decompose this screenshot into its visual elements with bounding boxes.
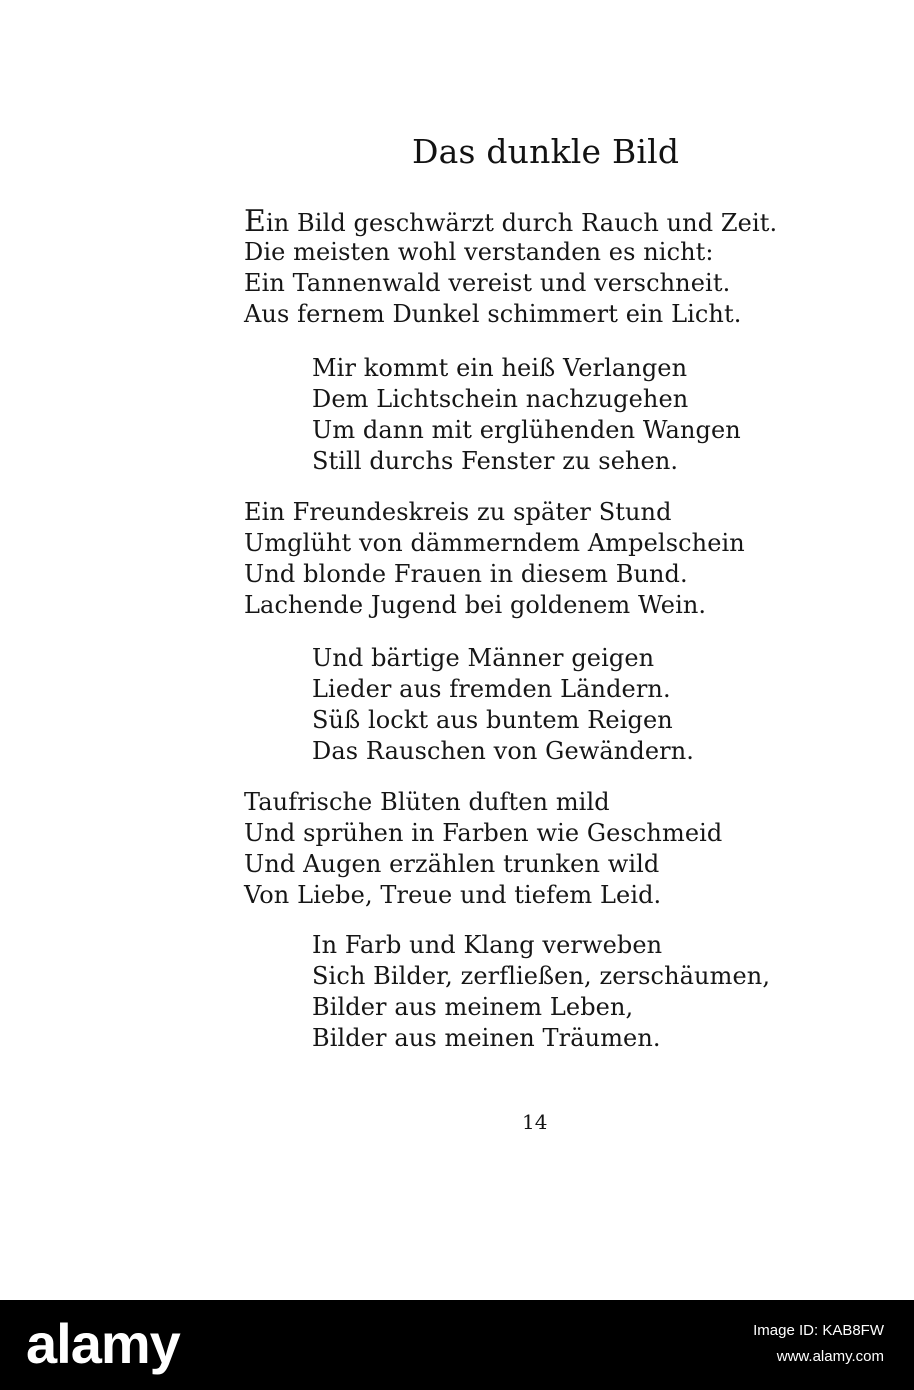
poem-title: Das dunkle Bild: [412, 132, 680, 171]
drop-cap: E: [244, 204, 266, 239]
poem-line: Bilder aus meinem Leben,: [312, 993, 634, 1021]
site-url: www.alamy.com: [776, 1348, 884, 1365]
poem-line: Lachende Jugend bei goldenem Wein.: [244, 591, 707, 619]
poem-line: Süß lockt aus buntem Reigen: [312, 706, 673, 734]
poem-line: Umglüht von dämmerndem Ampelschein: [244, 529, 745, 557]
stanza-3: [244, 497, 745, 621]
poem-line: Bilder aus meinen Träumen.: [312, 1024, 661, 1052]
stanza-6: [312, 930, 770, 1054]
poem-line: Mir kommt ein heiß Verlangen: [312, 354, 688, 382]
poem-line: Ein Tannenwald vereist und verschneit.: [244, 269, 731, 297]
poem-line-text: in Bild geschwärzt durch Rauch und Zeit.: [266, 209, 778, 237]
poem-line: Von Liebe, Treue und tiefem Leid.: [244, 881, 662, 909]
poem-line: Aus fernem Dunkel schimmert ein Licht.: [244, 300, 742, 328]
poem-line: Das Rauschen von Gewändern.: [312, 737, 694, 765]
stanza-5: [244, 787, 722, 911]
poem-line: Und Augen erzählen trunken wild: [244, 850, 660, 878]
poem-line: Taufrische Blüten duften mild: [244, 788, 610, 816]
poem-line: Und blonde Frauen in diesem Bund.: [244, 560, 688, 588]
stanza-4: [312, 643, 694, 767]
stanza-1: [244, 206, 777, 330]
poem-line: Um dann mit erglühenden Wangen: [312, 416, 741, 444]
image-id: Image ID: KAB8FW: [753, 1322, 884, 1339]
stanza-2: [312, 353, 741, 477]
watermark-footer: [0, 1300, 914, 1390]
poem-line: Die meisten wohl verstanden es nicht:: [244, 238, 714, 266]
poem-line: Lieder aus fremden Ländern.: [312, 675, 671, 703]
poem-line: Sich Bilder, zerfließen, zerschäumen,: [312, 962, 771, 990]
poem-line: Ein Freundeskreis zu später Stund: [244, 498, 672, 526]
poem-line: Still durchs Fenster zu sehen.: [312, 447, 679, 475]
poem-line: In Farb und Klang verweben: [312, 931, 663, 959]
alamy-logo: alamy: [26, 1312, 180, 1375]
page-number: 14: [522, 1110, 548, 1134]
poem-line: [244, 206, 777, 237]
poem-line: Und bärtige Männer geigen: [312, 644, 655, 672]
poem-line: Und sprühen in Farben wie Geschmeid: [244, 819, 723, 847]
poem-line: Dem Lichtschein nachzugehen: [312, 385, 689, 413]
